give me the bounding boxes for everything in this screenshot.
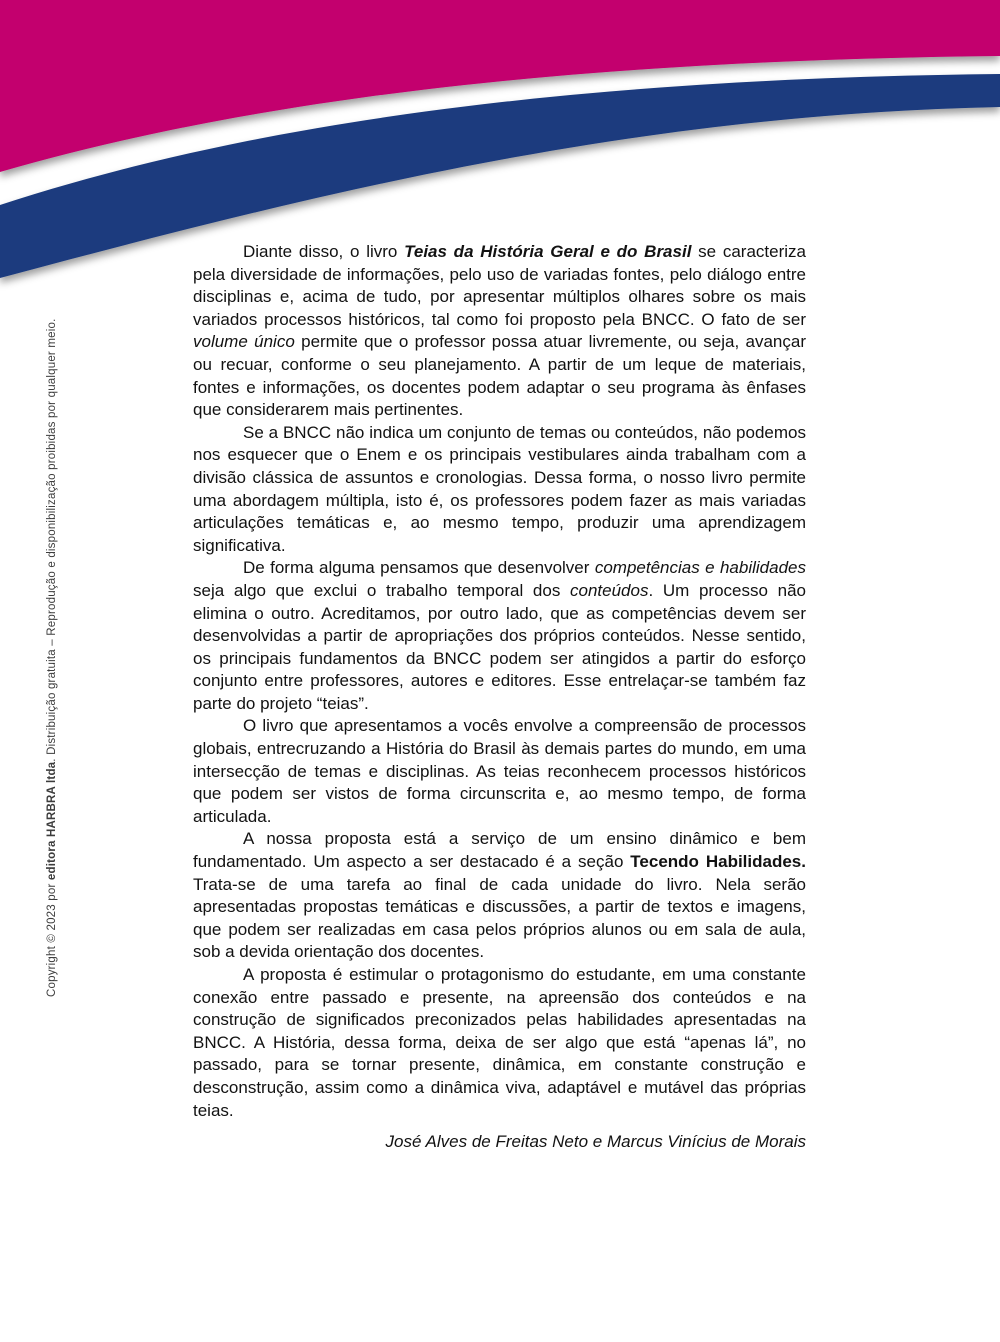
text-run: permite que o professor possa atuar livremente, ou seja, avançar ou recuar, conforme o seu planejamento. A partir de um leque de materiais, fontes e informações, os docentes podem adaptar o seu programa às ênfases que considerarem mais pertinentes. xyxy=(193,332,806,420)
text-run: Se a BNCC não indica um conjunto de temas ou conteúdos, não podemos nos esquecer que o Enem e os principais vestibulares ainda trabalham com a divisão clássica de assuntos e cronologias. Dessa forma, o nosso livro permite uma abordagem múltipla, isto é, os professores podem fazer as mais variadas articulações temáticas e, ao mesmo tempo, produzir uma aprendizagem significativa. xyxy=(193,422,806,555)
text-run: se caracteriza pela diversidade de informações, pelo uso de variadas fontes, pelo diálogo entre disciplinas e, acima de tudo, por apresentar múltiplos olhares sobre os mais variados processos históricos, tal como foi proposto pela BNCC. O fato de ser xyxy=(193,242,806,329)
text-run: O livro que apresentamos a vocês envolve a compreensão de processos globais, entrecruzando a História do Brasil às demais partes do mundo, em uma intersecção de temas e disciplinas. As teias reconhecem processos históricos que podem ser vistos de forma circunscrita e, ao mesmo tempo, de forma articulada. xyxy=(193,716,806,826)
copyright-text-run: . Distribuição gratuita – Reprodução e disponibilização proibidas por qualquer meio. xyxy=(46,318,58,762)
paragraph xyxy=(193,715,806,828)
emphasized-text: competências e habilidades xyxy=(594,558,806,578)
text-run: Diante disso, o livro xyxy=(243,242,405,261)
authors-signature: José Alves de Freitas Neto e Marcus Vinícius de Morais xyxy=(385,1132,806,1152)
paragraph xyxy=(193,422,806,558)
copyright-vertical-text xyxy=(46,318,64,997)
text-run: A proposta é estimular o protagonismo do estudante, em uma constante conexão entre passado e presente, na apreensão dos conteúdos e na construção de significados preconizados pelas habilidades apresentadas na BNCC. A História, dessa forma, deixa de ser algo que está “apenas lá”, no passado, para se tornar presente, dinâmica, em constante construção e desconstrução, assim como a dinâmica viva, adaptável e mutável das próprias teias. xyxy=(193,965,806,1120)
paragraph xyxy=(193,964,806,1122)
emphasized-text: volume único xyxy=(193,332,295,352)
text-run: De forma alguma pensamos que desenvolver xyxy=(243,558,595,578)
paragraph xyxy=(193,557,806,715)
paragraph xyxy=(193,241,806,422)
paragraph-container xyxy=(193,241,806,1122)
publisher-name: editora HARBRA ltda xyxy=(46,761,58,881)
copyright-text-run: Copyright © 2023 por xyxy=(46,880,58,997)
preface-text xyxy=(193,241,806,1154)
emphasized-text: Tecendo Habilidades. xyxy=(630,852,806,872)
emphasized-text: Teias da História Geral e do Brasil xyxy=(404,242,692,261)
paragraph xyxy=(193,828,806,964)
text-run: seja algo que exclui o trabalho temporal dos xyxy=(193,580,570,600)
text-run: . Um processo não elimina o outro. Acreditamos, por outro lado, que as competências devem ser desenvolvidas a partir de apropriações dos próprios conteúdos. Nesse sentido, os principais fundamentos da BNCC podem ser atingidos a partir do esforço conjunto entre professores, autores e editores. Esse entrelaçar-se também faz parte do projeto “teias”. xyxy=(193,580,806,713)
text-run: Trata-se de uma tarefa ao final de cada unidade do livro. Nela serão apresentadas propostas temáticas e discussões, a partir de textos e imagens, que podem ser realizadas em casa pelos próprios alunos ou em sala de aula, sob a devida orientação dos docentes. xyxy=(193,874,806,962)
emphasized-text: conteúdos xyxy=(570,580,649,600)
text-run: A nossa proposta está a serviço de um ensino dinâmico e bem fundamentado. Um aspecto a ser destacado é a seção xyxy=(193,829,806,872)
